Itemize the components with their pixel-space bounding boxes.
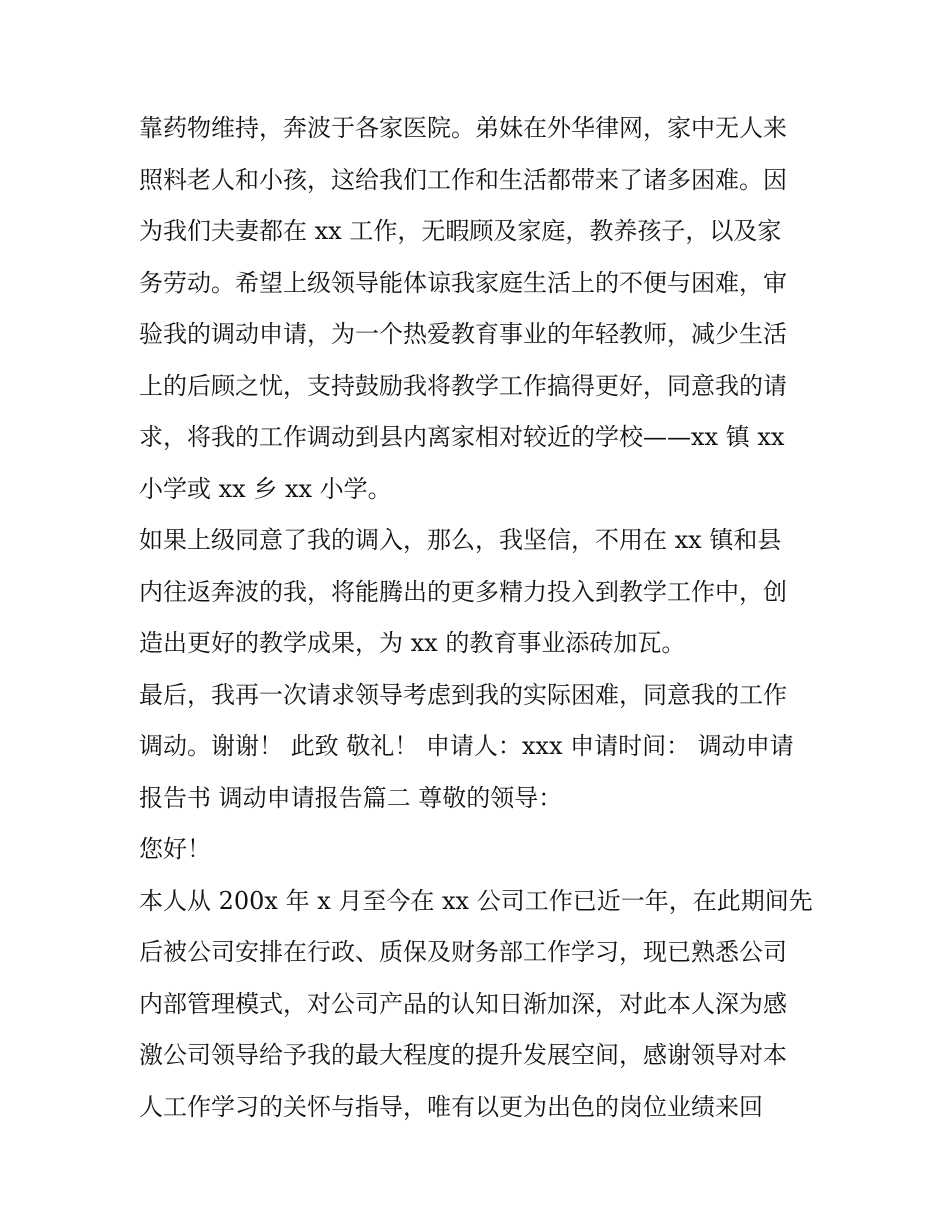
text-line: 求，将我的工作调动到县内离家相对较近的学校——xx 镇 xx (139, 423, 785, 451)
text-line: 内部管理模式，对公司产品的认知日渐加深，对此本人深为感 (139, 989, 787, 1018)
document-body (139, 103, 819, 1133)
text-line: 人工作学习的关怀与指导，唯有以更为出色的岗位业绩来回 (139, 1092, 763, 1121)
text-line: 验我的调动申请，为一个热爱教育事业的年轻教师，减少生活 (139, 320, 787, 348)
text-line: 靠药物维持，奔波于各家医院。弟妹在外华律网，家中无人来 (139, 114, 787, 142)
text-line: 后被公司安排在行政、质保及财务部工作学习，现已熟悉公司 (139, 938, 787, 966)
text-line: 激公司领导给予我的最大程度的提升发展空间，感谢领导对本 (139, 1041, 787, 1069)
text-line: 内往返奔波的我，将能腾出的更多精力投入到教学工作中，创 (139, 577, 787, 606)
text-line: 照料老人和小孩，这给我们工作和生活都带来了诸多困难。因 (139, 165, 787, 194)
text-line: 调动。谢谢！ 此致 敬礼！ 申请人：xxx 申请时间： 调动申请 (139, 732, 794, 760)
text-line: 为我们夫妻都在 xx 工作，无暇顾及家庭，教养孩子，以及家 (139, 217, 782, 245)
text-line: 最后，我再一次请求领导考虑到我的实际困难，同意我的工作 (139, 680, 787, 709)
text-line: 如果上级同意了我的调入，那么，我坚信，不用在 xx 镇和县 (139, 526, 782, 554)
text-line: 报告书 调动申请报告篇二 尊敬的领导： (139, 783, 563, 812)
text-line: 造出更好的教学成果，为 xx 的教育事业添砖加瓦。 (139, 629, 686, 657)
text-line: 本人从 200x 年 x 月至今在 xx 公司工作已近一年，在此期间先 (139, 886, 813, 915)
text-line: 您好！ (139, 835, 211, 863)
text-line: 上的后顾之忧，支持鼓励我将教学工作搞得更好，同意我的请 (139, 371, 787, 400)
text-line: 小学或 xx 乡 xx 小学。 (139, 474, 392, 503)
text-line: 务劳动。希望上级领导能体谅我家庭生活上的不便与困难，审 (139, 268, 787, 297)
